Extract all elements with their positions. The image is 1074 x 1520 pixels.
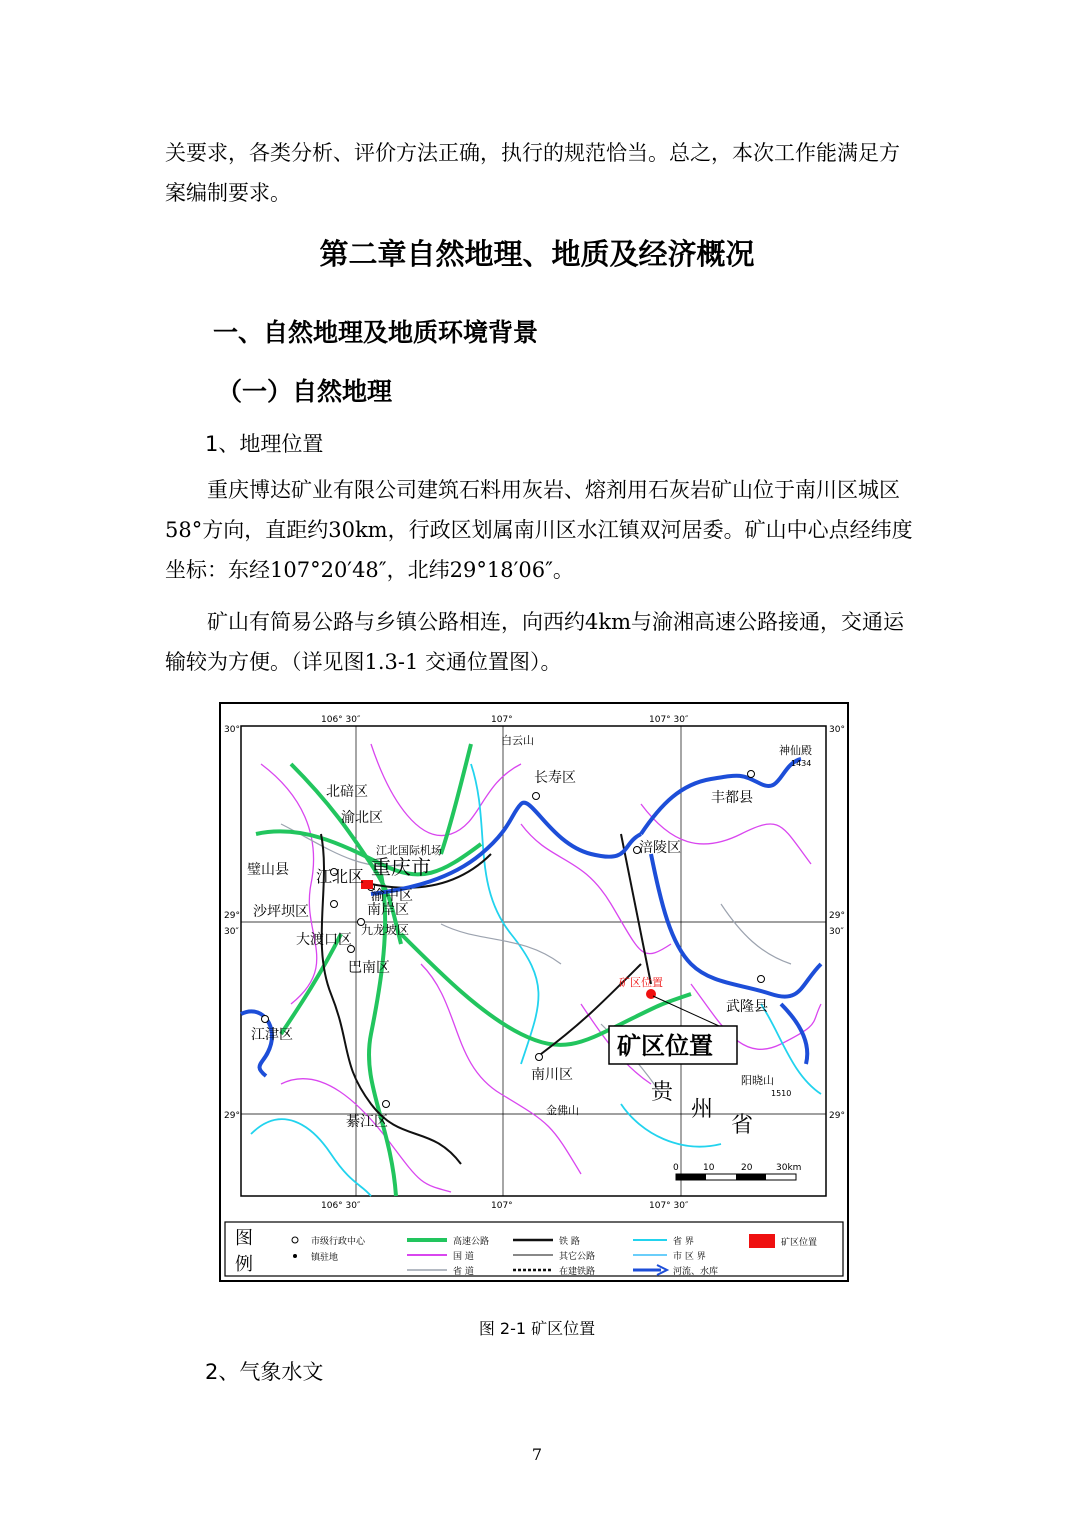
scale-tick-0: 0 [673, 1163, 679, 1173]
place-changshou: 长寿区 [534, 770, 576, 786]
lat-label-mid-left-b: 30″ [224, 927, 239, 937]
legend-expressway: 高速公路 [453, 1237, 490, 1247]
place-bailu: 白云山 [501, 734, 534, 747]
item-heading-climate: 2、气象水文 [205, 1360, 324, 1384]
legend-admin-center: 市级行政中心 [311, 1237, 366, 1247]
lon-label-mid-top: 107° [491, 715, 513, 725]
place-beibei: 北碚区 [326, 784, 368, 800]
lat-label-bottom-right: 29° [829, 1111, 845, 1121]
mine-callout-label: 矿区位置 [617, 1032, 713, 1060]
legend-province-border: 省 界 [673, 1237, 694, 1247]
place-yangxiaoshan: 阳晓山 [741, 1074, 774, 1087]
place-nanan: 南岸区 [367, 902, 409, 918]
lat-label-top-left: 30° [224, 725, 240, 735]
page-number: 7 [531, 1445, 543, 1464]
place-guizhou-sheng: 省 [731, 1113, 754, 1138]
place-fuling: 涪陵区 [639, 840, 681, 856]
lon-label-mid-bottom: 107° [491, 1201, 513, 1211]
legend-rail-building: 在建铁路 [559, 1267, 596, 1277]
place-bishan: 璧山县 [247, 862, 289, 878]
section-title: 一、自然地理及地质环境背景 [213, 318, 539, 347]
place-fengdu: 丰都县 [711, 790, 753, 806]
place-nanchuan: 南川区 [531, 1067, 573, 1083]
legend-district-border: 市 区 界 [673, 1252, 706, 1262]
paragraph-location: 重庆博达矿业有限公司建筑石料用灰岩、熔剂用石灰岩矿山位于南川区城区58°方向，直距约30km，行政区划属南川区水江镇双河居委。矿山中心点经纬度坐标：东经107°20′48″，北纬29°18′06″。 [165, 478, 913, 582]
paragraph-transport: 矿山有简易公路与乡镇公路相连，向西约4km与渝湘高速公路接通，交通运输较为方便。（详见图1.3-1 交通位置图）。 [165, 610, 904, 674]
place-banan: 巴南区 [348, 960, 390, 976]
lat-label-top-right: 30° [829, 725, 845, 735]
lat-label-mid-right-b: 30″ [829, 927, 844, 937]
place-dadukou: 大渡口区 [296, 932, 352, 948]
scale-tick-10: 10 [703, 1163, 715, 1173]
place-jiangbei: 江北区 [316, 867, 365, 886]
place-jinfoshan: 金佛山 [546, 1104, 579, 1117]
place-jiangjin: 江津区 [251, 1027, 293, 1043]
legend-national-road: 国 道 [453, 1252, 474, 1262]
place-wulong: 武隆县 [726, 999, 768, 1015]
place-guizhou-gui: 贵 [651, 1080, 674, 1105]
lat-label-mid-left-a: 29° [224, 911, 240, 921]
place-mine-small: 矿区位置 [619, 976, 663, 989]
lon-label-left-top: 106° 30″ [321, 715, 361, 725]
legend-town: 镇驻地 [311, 1253, 339, 1263]
legend-provincial-road: 省 道 [453, 1267, 474, 1277]
legend-mine: 矿区位置 [781, 1238, 818, 1248]
scale-tick-30: 30km [776, 1163, 802, 1173]
place-jiulongpo: 九龙坡区 [361, 923, 410, 937]
location-map-figure [219, 702, 849, 1282]
location-map [221, 704, 847, 1280]
map-legend [225, 1222, 843, 1277]
place-shenxian: 神仙殿 [779, 744, 812, 757]
mine-location-marker [646, 989, 656, 999]
place-yangxiao-elev: 1510 [771, 1089, 792, 1098]
place-guizhou-zhou: 州 [691, 1097, 714, 1122]
scale-tick-20: 20 [741, 1163, 753, 1173]
lat-label-mid-right-a: 29° [829, 911, 845, 921]
place-qijiang: 綦江区 [346, 1114, 388, 1130]
place-shapingba: 沙坪坝区 [253, 904, 309, 920]
figure-caption: 图 2-1 矿区位置 [478, 1319, 596, 1338]
lat-label-bottom-left: 29° [224, 1111, 240, 1121]
legend-title-b: 例 [235, 1254, 253, 1275]
lon-label-right-top: 107° 30″ [649, 715, 689, 725]
legend-other-road: 其它公路 [559, 1252, 596, 1262]
chapter-title: 第二章自然地理、地质及经济概况 [319, 237, 755, 271]
paragraph-continuation: 关要求，各类分析、评价方法正确，执行的规范恰当。总之，本次工作能满足方案编制要求。 [165, 141, 900, 205]
legend-river: 河流、水库 [673, 1267, 719, 1277]
legend-title-a: 图 [235, 1228, 253, 1249]
place-yuzhong: 渝中区 [371, 888, 413, 904]
place-mountain-elev: 1434 [791, 759, 812, 768]
place-chongqing: 重庆市 [371, 855, 431, 879]
place-airport: 江北国际机场 [376, 844, 442, 857]
legend-railway: 铁 路 [559, 1237, 580, 1247]
subsection-title: （一）自然地理 [217, 377, 393, 406]
lon-label-left-bottom: 106° 30″ [321, 1201, 361, 1211]
lon-label-right-bottom: 107° 30″ [649, 1201, 689, 1211]
item-heading-location: 1、地理位置 [205, 432, 324, 456]
place-yubei: 渝北区 [341, 810, 383, 826]
